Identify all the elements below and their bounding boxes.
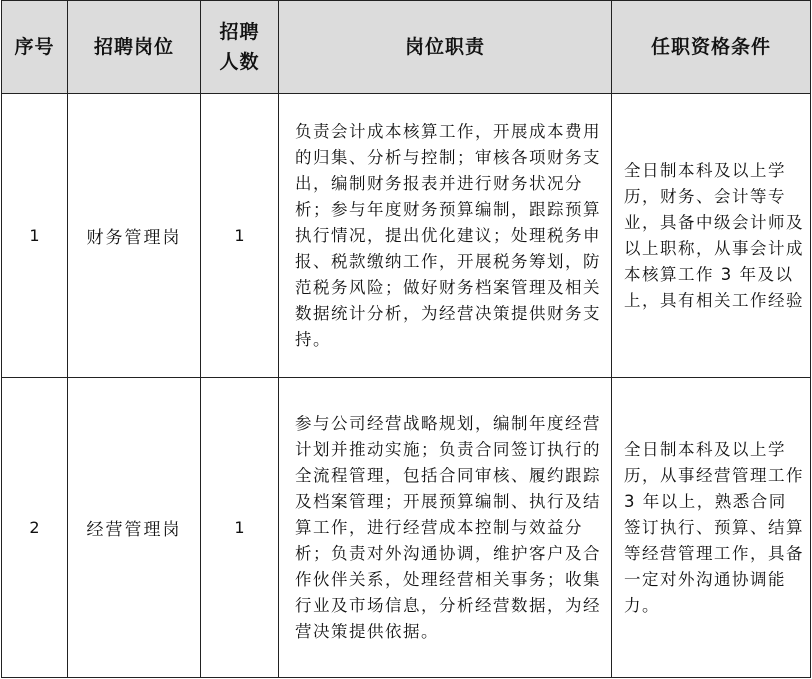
recruitment-table [1, 0, 811, 678]
table-row [2, 94, 811, 378]
header-count-line2: 人数 [219, 51, 260, 73]
header-position: 招聘岗位 [68, 1, 201, 94]
row-duties: 负责会计成本核算工作，开展成本费用的归集、分析与控制；审核各项财务支出，编制财务报表并进行财务状况分析；参与年度财务预算编制，跟踪预算执行情况，提出优化建议；处理税务申报、税款缴纳工作，开展税务筹划，防范税务风险；做好财务档案管理及相关数据统计分析，为经营决策提供财务支持。 [279, 94, 612, 378]
row-qualifications: 全日制本科及以上学历，从事经营管理工作 3 年以上，熟悉合同签订执行、预算、结算等经营管理工作，具备一定对外沟通协调能力。 [612, 378, 811, 678]
header-count-line1: 招聘 [219, 21, 260, 43]
row-duties: 参与公司经营战略规划，编制年度经营计划并推动实施；负责合同签订执行的全流程管理，包括合同审核、履约跟踪及档案管理；开展预算编制、执行及结算工作，进行经营成本控制与效益分析；负责对外沟通协调，维护客户及合作伙伴关系，处理经营相关事务；收集行业及市场信息，分析经营数据，为经营决策提供依据。 [279, 378, 612, 678]
row-position: 经营管理岗 [68, 378, 201, 678]
table-row [2, 378, 811, 678]
row-count: 1 [201, 378, 279, 678]
row-no: 2 [2, 378, 68, 678]
header-row [2, 1, 811, 94]
row-qualifications: 全日制本科及以上学历，财务、会计等专业，具备中级会计师及以上职称，从事会计成本核算工作 3 年及以上，具有相关工作经验 [612, 94, 811, 378]
header-qualifications: 任职资格条件 [612, 1, 811, 94]
row-position: 财务管理岗 [68, 94, 201, 378]
row-no: 1 [2, 94, 68, 378]
header-no: 序号 [2, 1, 68, 94]
header-count [201, 1, 279, 94]
row-count: 1 [201, 94, 279, 378]
header-duties: 岗位职责 [279, 1, 612, 94]
